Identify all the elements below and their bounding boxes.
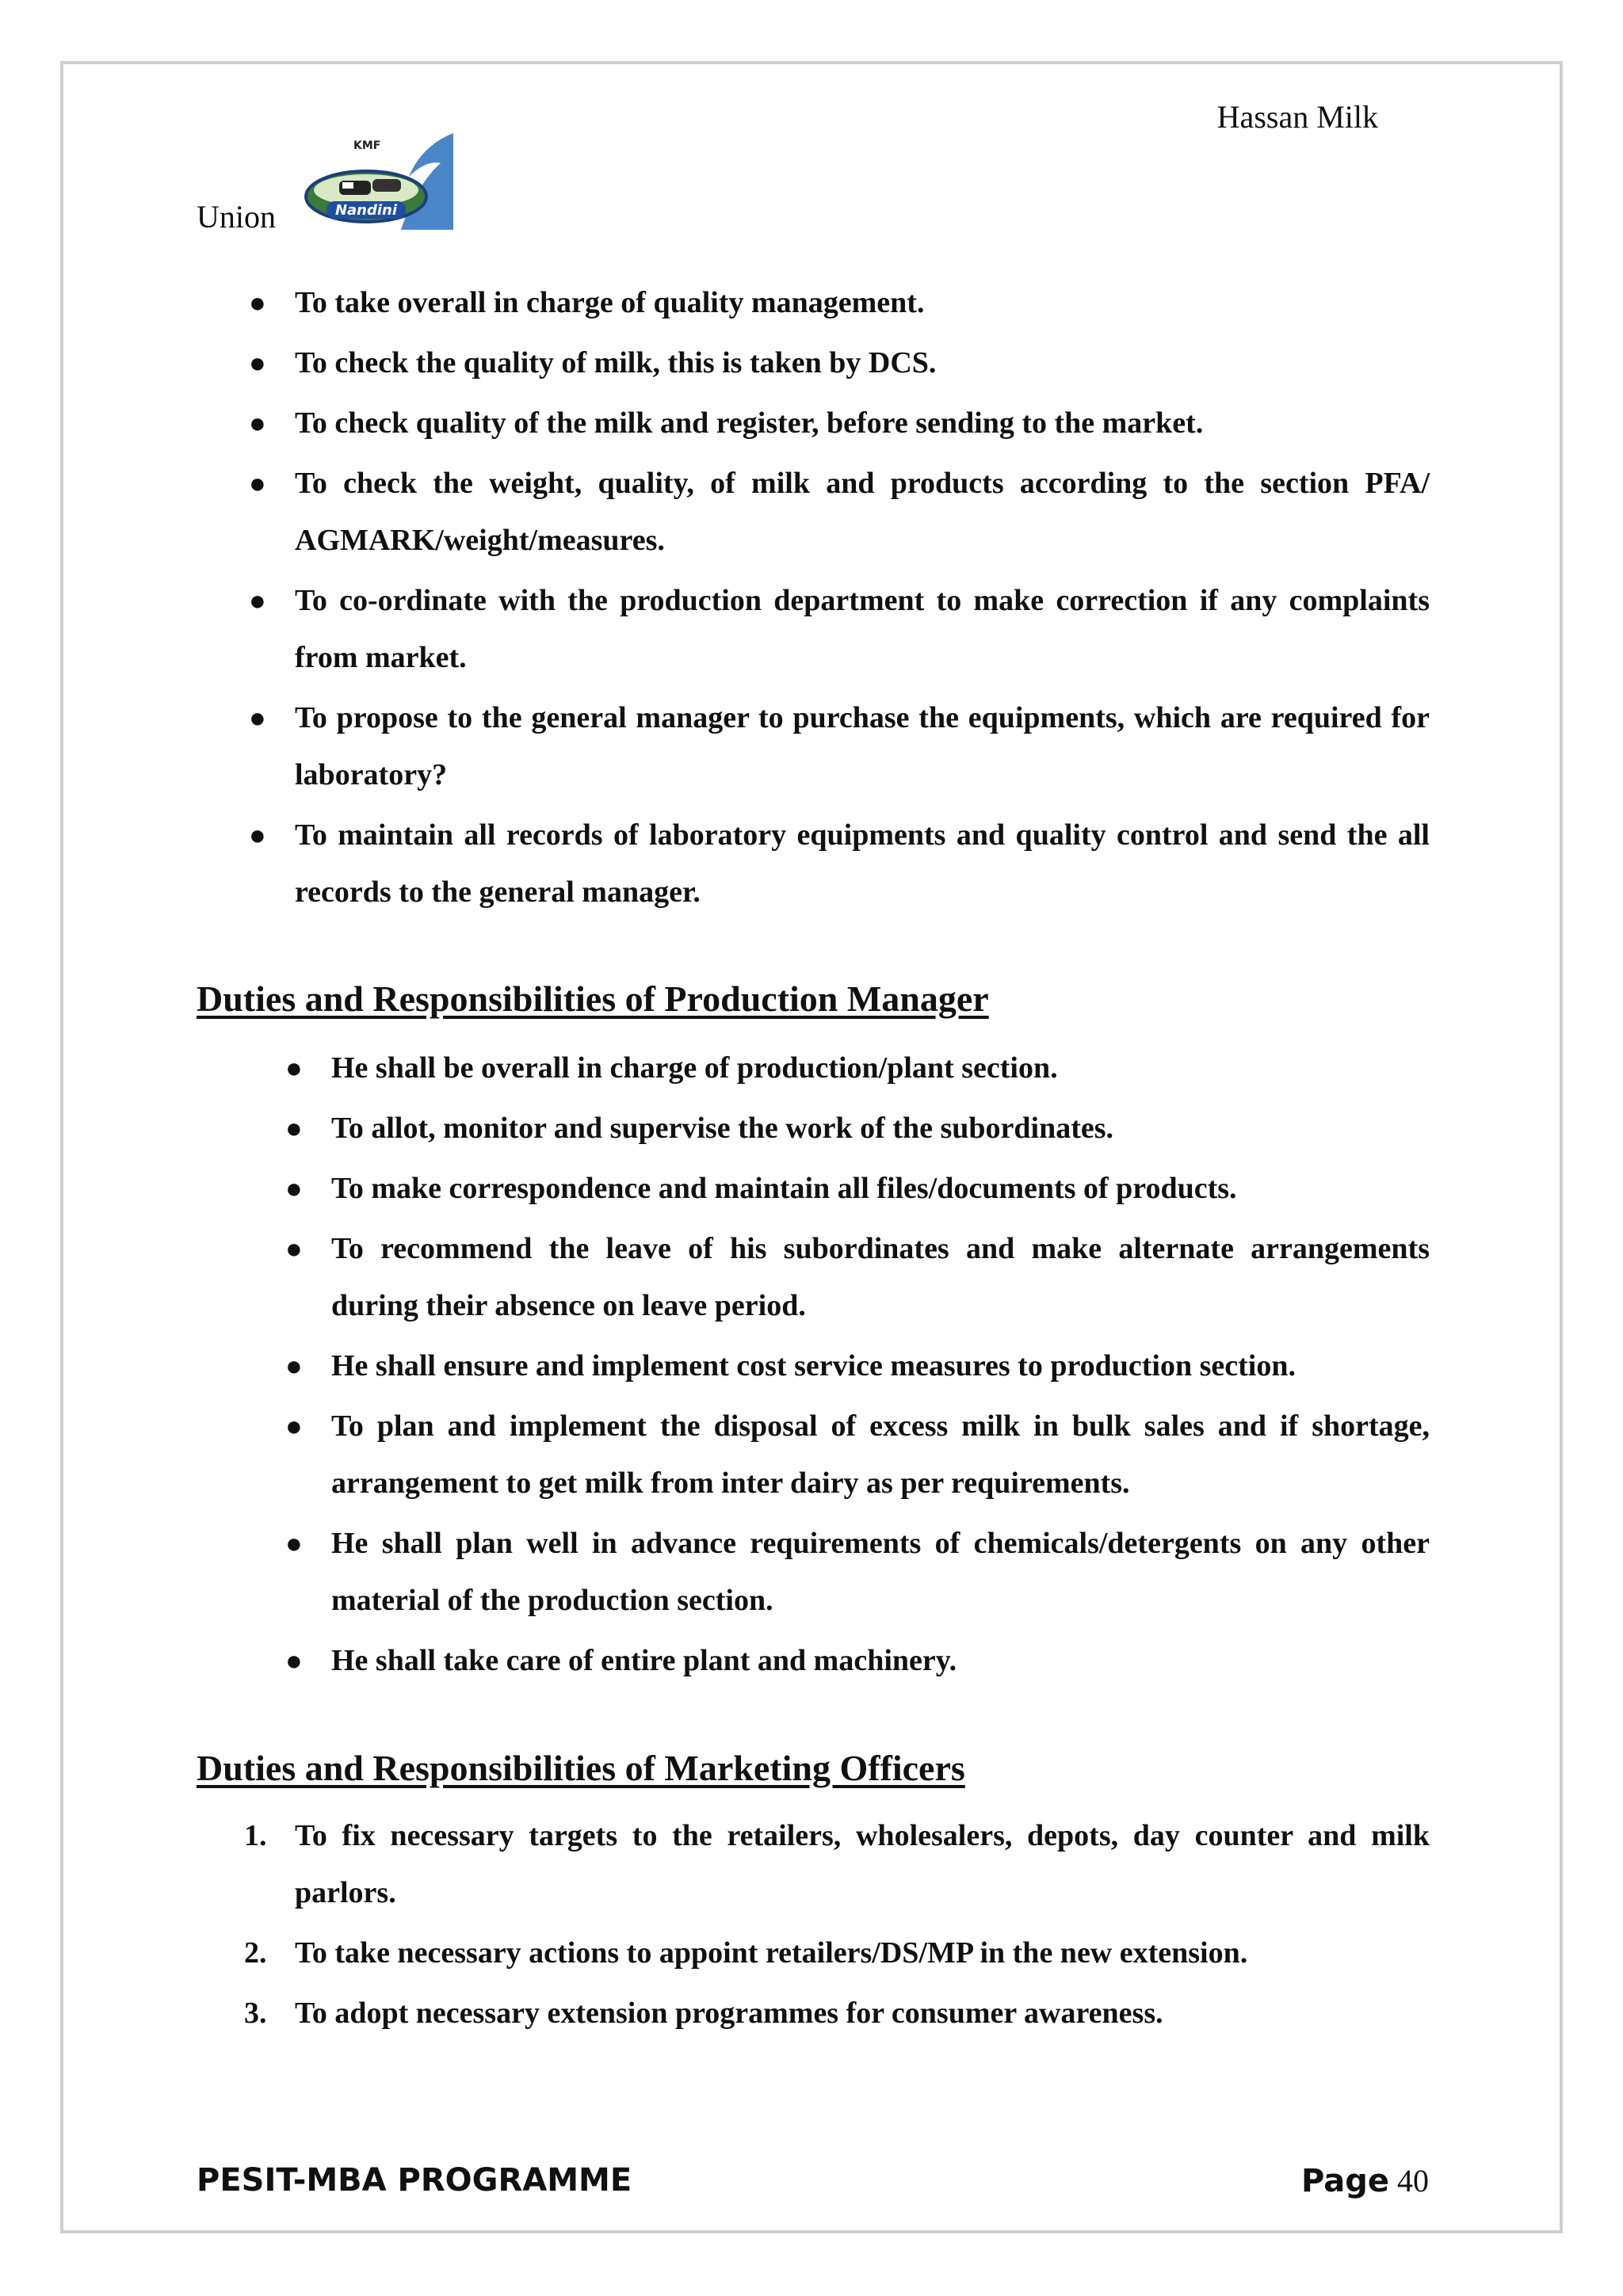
bullet-icon: ●: [249, 585, 266, 616]
list-item: ● To maintain all records of laboratory equipments and quality control and send the all records to the general manager.: [295, 807, 1430, 921]
page-label: Page: [1301, 2163, 1389, 2199]
footer-programme: PESIT-MBA PROGRAMME: [197, 2162, 632, 2199]
bullet-icon: ●: [249, 347, 266, 379]
quality-duties-list: [249, 274, 1430, 924]
bullet-icon: ●: [285, 1173, 303, 1204]
header-title: Hassan Milk: [1216, 99, 1378, 135]
list-item: ● To take overall in charge of quality management.: [295, 274, 1430, 331]
list-item: 1. To fix necessary targets to the retailers, wholesalers, depots, day counter and milk parlors.: [295, 1807, 1430, 1921]
logo-kmf-text: KMF: [353, 139, 381, 152]
nandini-logo: [298, 133, 453, 230]
production-manager-heading: Duties and Responsibilities of Production Manager: [197, 978, 989, 1019]
bullet-icon: ●: [249, 819, 266, 851]
bullet-icon: ●: [249, 467, 266, 499]
list-item: 3. To adopt necessary extension programmes for consumer awareness.: [295, 1985, 1430, 2042]
marketing-officers-heading: Duties and Responsibilities of Marketing Officers: [197, 1748, 965, 1788]
list-item: ● To co-ordinate with the production department to make correction if any complaints from market.: [295, 572, 1430, 686]
bullet-icon: ●: [285, 1112, 303, 1144]
list-item: 2. To take necessary actions to appoint retailers/DS/MP in the new extension.: [295, 1924, 1430, 1981]
bullet-icon: ●: [249, 702, 266, 734]
list-number: 1.: [244, 1819, 267, 1852]
footer-page: [1301, 2162, 1429, 2199]
bullet-icon: ●: [249, 287, 266, 318]
list-item: ● To allot, monitor and supervise the work of the subordinates.: [331, 1100, 1430, 1157]
bullet-icon: ●: [285, 1052, 303, 1084]
list-item: ● To check the weight, quality, of milk and products according to the section PFA/ AGMARK/weight/measures.: [295, 455, 1430, 569]
bullet-icon: ●: [285, 1410, 303, 1442]
header-subtitle: Union: [197, 199, 276, 235]
list-item: ● He shall ensure and implement cost service measures to production section.: [331, 1337, 1430, 1394]
list-item: ● To propose to the general manager to purchase the equipments, which are required for laboratory?: [295, 689, 1430, 803]
bullet-icon: ●: [285, 1527, 303, 1559]
list-item: ● He shall plan well in advance requirements of chemicals/detergents on any other material of the production section.: [331, 1515, 1430, 1629]
list-item: ● To recommend the leave of his subordinates and make alternate arrangements during their absence on leave period.: [331, 1220, 1430, 1334]
bullet-icon: ●: [285, 1233, 303, 1264]
marketing-duties-list: [244, 1807, 1430, 2045]
list-item: ● To check the quality of milk, this is taken by DCS.: [295, 334, 1430, 391]
list-number: 2.: [244, 1936, 267, 1970]
production-duties-list: [285, 1039, 1430, 1692]
list-item: ● He shall take care of entire plant and machinery.: [331, 1632, 1430, 1689]
list-number: 3.: [244, 1997, 267, 2030]
bullet-icon: ●: [249, 407, 266, 439]
list-item: ● He shall be overall in charge of production/plant section.: [331, 1039, 1430, 1097]
bullet-icon: ●: [285, 1350, 303, 1382]
logo-brand-text: Nandini: [334, 202, 398, 219]
list-item: ● To check quality of the milk and register, before sending to the market.: [295, 395, 1430, 452]
bullet-icon: ●: [285, 1645, 303, 1676]
page-number: 40: [1397, 2163, 1429, 2199]
list-item: ● To make correspondence and maintain all files/documents of products.: [331, 1160, 1430, 1217]
list-item: ● To plan and implement the disposal of excess milk in bulk sales and if shortage, arrangement to get milk from inter dairy as per requirements.: [331, 1398, 1430, 1512]
